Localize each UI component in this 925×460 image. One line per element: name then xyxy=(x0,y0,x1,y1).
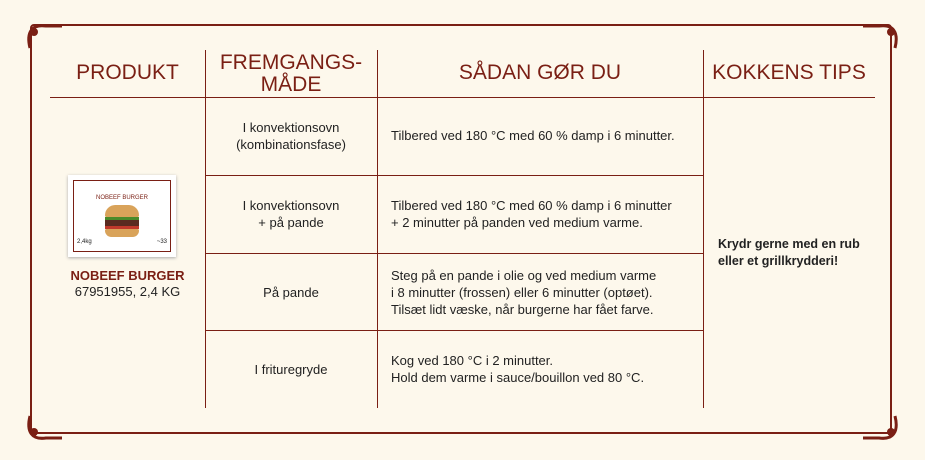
package-weight: 2,4kg xyxy=(77,239,92,245)
steps-row-4: Kog ved 180 °C i 2 minutter. Hold dem varme i sauce/bouillon ved 80 °C. xyxy=(391,353,645,385)
row-divider xyxy=(205,175,703,176)
steps-row-3: Steg på en pande i olie og ved medium varme i 8 minutter (frossen) eller 6 minutter (optøet). Tilsæt lidt væske, når burgerne har fået farve. xyxy=(391,268,657,317)
header-kokkens-tips: KOKKENS TIPS xyxy=(712,61,866,84)
ornament-corner-icon xyxy=(22,406,62,446)
ornament-corner-icon xyxy=(863,18,903,58)
method-row-1: I konvektionsovn (kombinationsfase) xyxy=(236,120,346,152)
column-divider xyxy=(377,50,378,408)
package-count: ~33 xyxy=(156,239,167,245)
method-row-2: I konvektionsovn + på pande xyxy=(242,198,340,230)
header-saadan-goer-du: SÅDAN GØR DU xyxy=(458,61,622,84)
header-divider xyxy=(50,97,875,98)
steps-row-1: Tilbered ved 180 °C med 60 % damp i 6 minutter. xyxy=(391,128,675,143)
header-produkt: PRODUKT xyxy=(76,61,179,84)
burger-icon xyxy=(105,205,139,239)
header-fremgangsmaade: FREMGANGS- MÅDE xyxy=(219,51,363,96)
steps-row-2: Tilbered ved 180 °C med 60 % damp i 6 minutter + 2 minutter på panden ved medium varme. xyxy=(391,198,672,230)
ornament-corner-icon xyxy=(863,406,903,446)
column-divider xyxy=(703,50,704,408)
row-divider xyxy=(205,253,703,254)
product-name: NOBEEF BURGER xyxy=(70,268,185,283)
ornament-corner-icon xyxy=(22,18,62,58)
product-package-image xyxy=(68,175,176,257)
row-divider xyxy=(205,330,703,331)
product-code: 67951955, 2,4 KG xyxy=(74,284,181,299)
method-row-4: I frituregryde xyxy=(254,362,328,377)
package-label: NOBEEF BURGER xyxy=(95,195,148,201)
chef-tip: Krydr gerne med en rub eller et grillkrydderi! xyxy=(718,237,860,268)
method-row-3: På pande xyxy=(263,285,319,300)
